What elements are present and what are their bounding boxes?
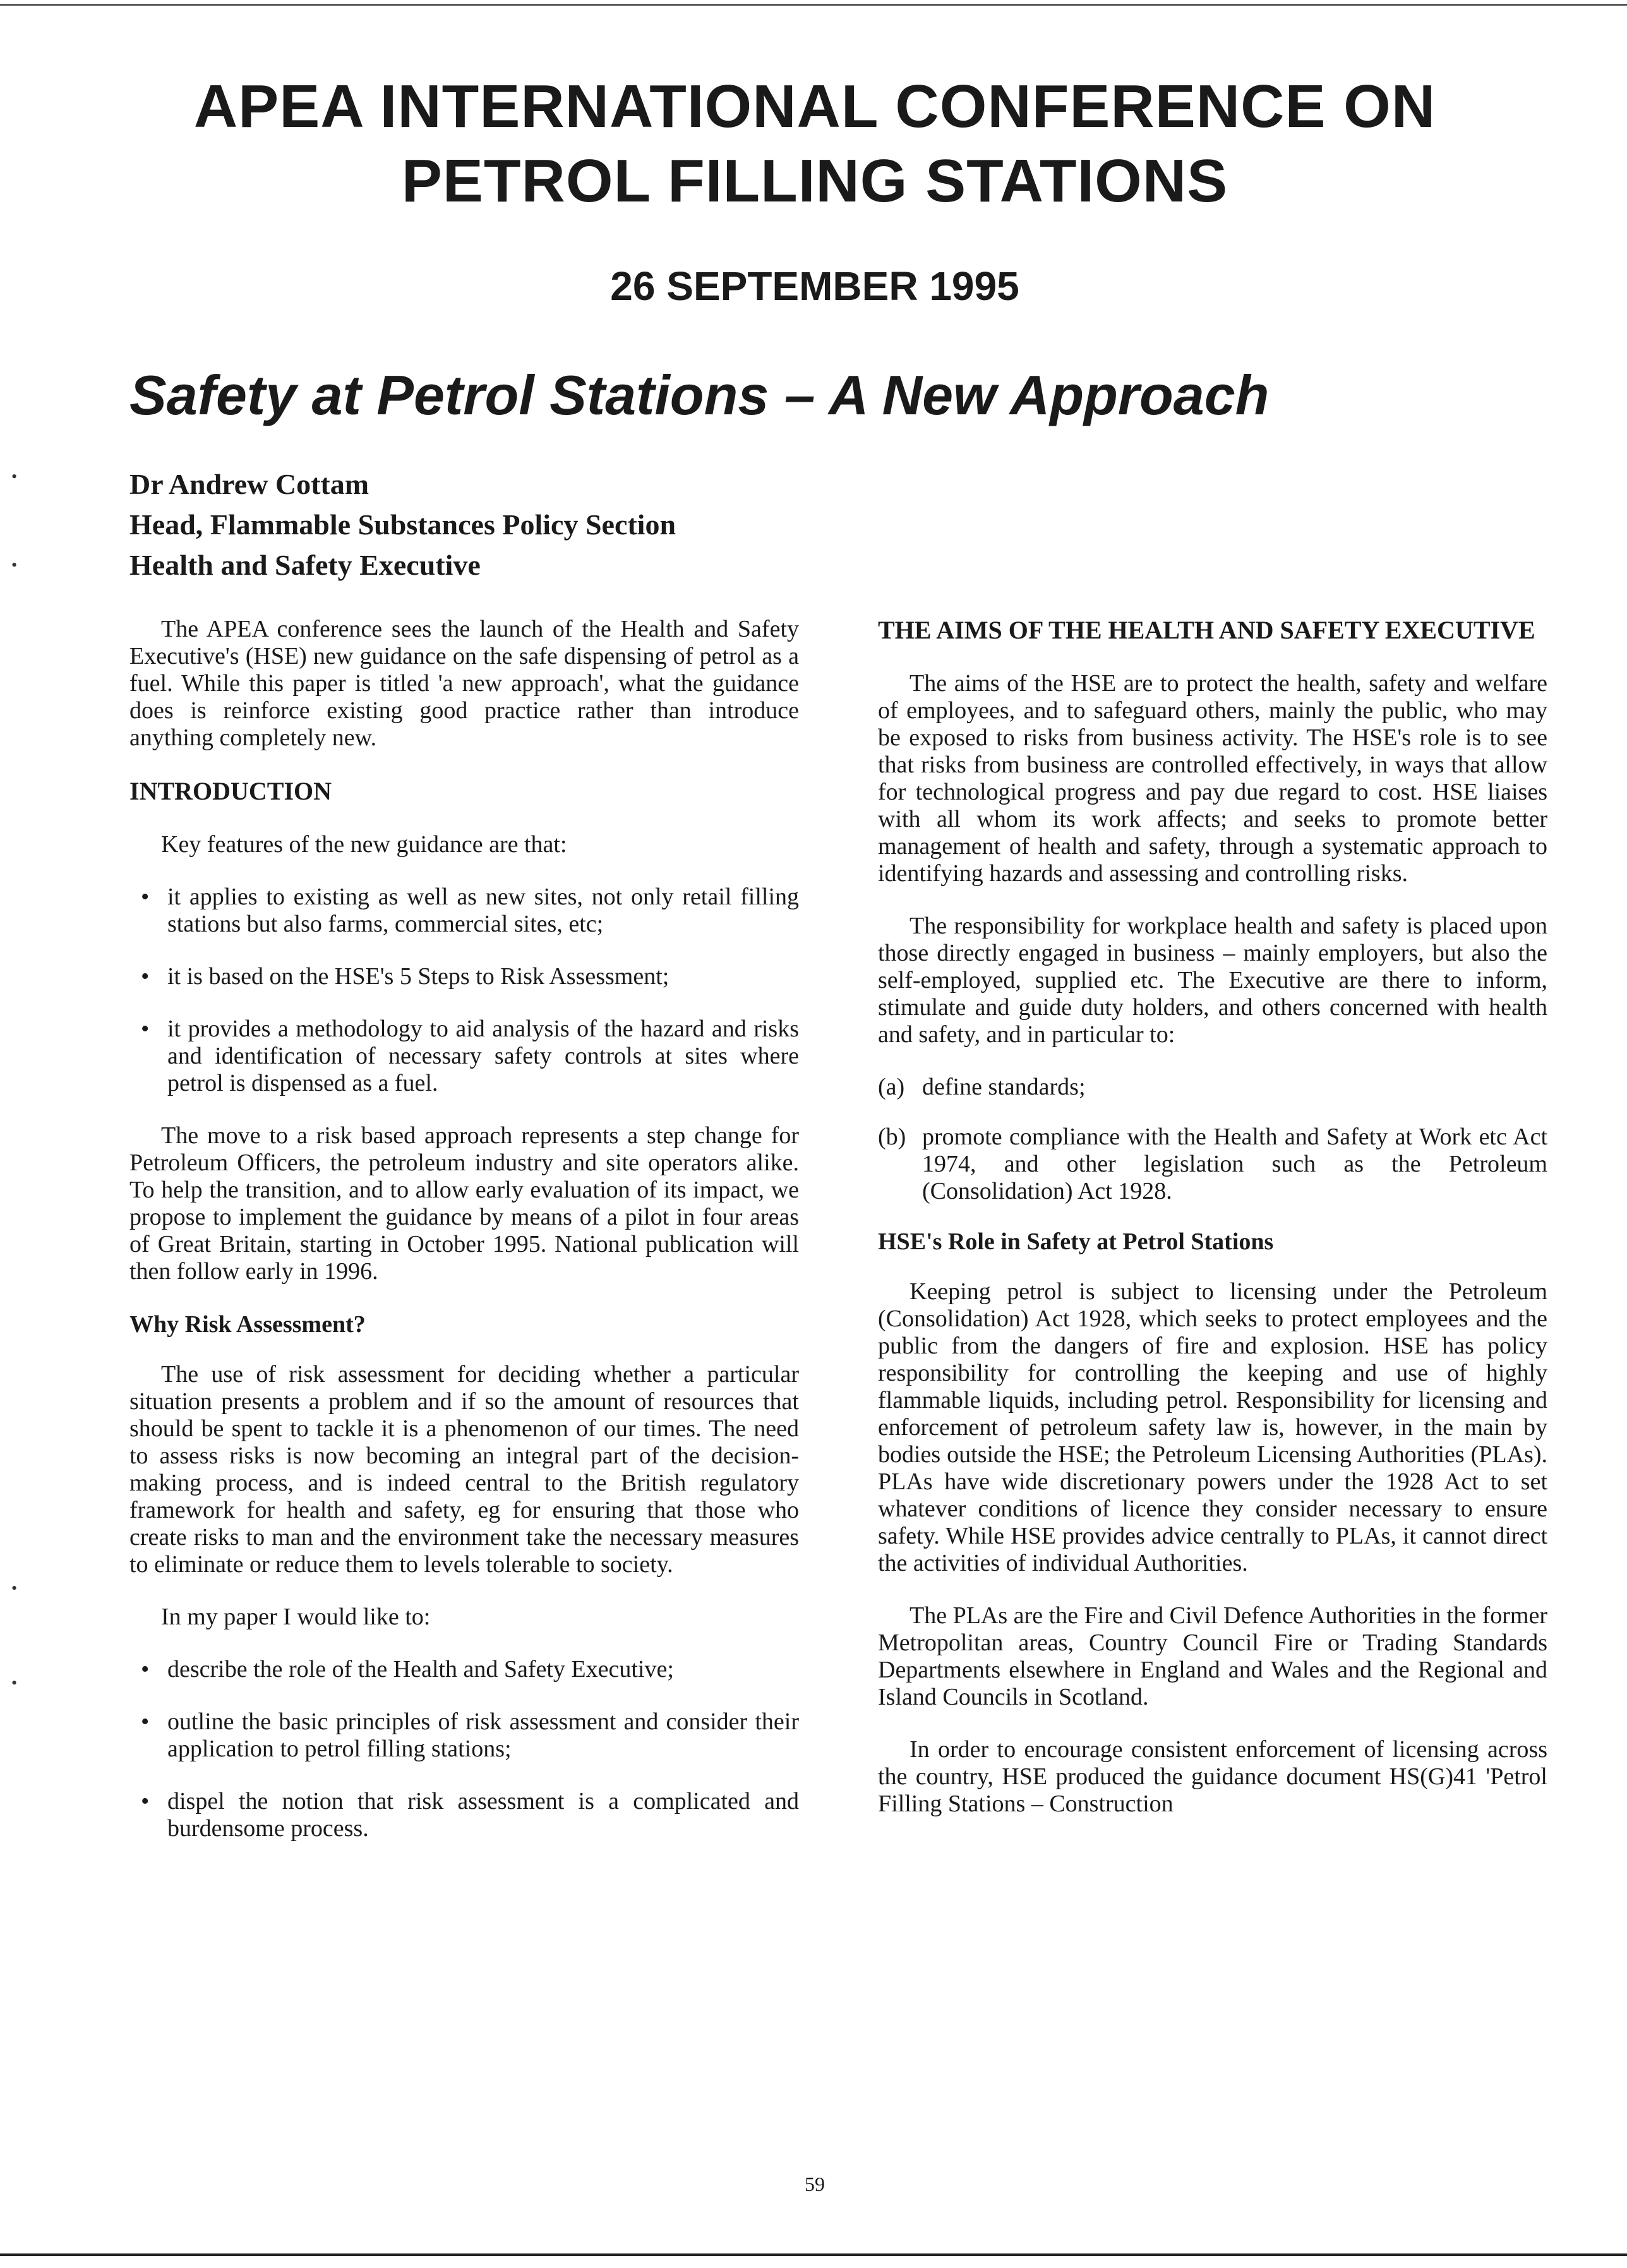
list-text: define standards; — [922, 1074, 1086, 1100]
conference-header — [88, 69, 1541, 309]
plas-paragraph: The PLAs are the Fire and Civil Defence Authorities in the former Metropolitan areas, Country Council Fire or Trading Standards Departments elsewhere in England and Wales and the Regional and Island Councils in Scotland. — [878, 1602, 1547, 1710]
intro-paragraph: The APEA conference sees the launch of the Health and Safety Executive's (HSE) new guidance on the safe dispensing of petrol as a fuel. While this paper is titled 'a new approach', what the guidance does is reinforce existing good practice rather than introduce anything completely new. — [129, 616, 799, 751]
list-item: • dispel the notion that risk assessment is a complicated and burdensome process. — [129, 1788, 799, 1842]
author-position: Head, Flammable Substances Policy Section — [129, 508, 676, 541]
margin-mark: • — [11, 467, 18, 486]
right-column — [878, 616, 1547, 1843]
list-item — [878, 1074, 1547, 1101]
top-rule — [0, 4, 1627, 6]
author-organisation: Health and Safety Executive — [129, 549, 481, 581]
aims-paragraph: The aims of the HSE are to protect the health, safety and welfare of employees, and to safeguard others, mainly the public, who may be exposed to risks from business activity. The HSE's role is to see that risks from business are controlled effectively, in ways that allow for technological progress and pay due regard to cost. HSE liaises with all whom its work affects; and seeks to promote better management of health and safety, through a systematic approach to identifying hazards and assessing and controlling risks. — [878, 670, 1547, 887]
key-features-list — [129, 884, 799, 1097]
conference-title-line1: APEA INTERNATIONAL CONFERENCE ON — [193, 73, 1436, 140]
page-number: 59 — [805, 2173, 825, 2195]
list-item: • it is based on the HSE's 5 Steps to Risk Assessment; — [129, 963, 799, 990]
role-paragraph: Keeping petrol is subject to licensing under the Petroleum (Consolidation) Act 1928, which seeks to protect employees and the public from the dangers of fire and explosion. HSE has policy responsibility for controlling the keeping and use of highly flammable liquids, including petrol. Responsibility for licensing and enforcement of petroleum safety law is, however, in the main by bodies outside the HSE; the Petroleum Licensing Authorities (PLAs). PLAs have wide discretionary powers under the 1928 Act to set whatever conditions of licence they consider necessary to ensure safety. While HSE provides advice centrally to PLAs, it cannot direct the activities of individual Authorities. — [878, 1278, 1547, 1576]
list-item: • it provides a methodology to aid analysis of the hazard and risks and identification of necessary safety controls at sites where petrol is dispensed as a fuel. — [129, 1016, 799, 1097]
paper-title: Safety at Petrol Stations – A New Approach — [129, 364, 1270, 426]
margin-mark: • — [11, 1674, 18, 1692]
list-item: • it applies to existing as well as new sites, not only retail filling stations but also farms, commercial sites, etc; — [129, 884, 799, 938]
paper-aims-list — [129, 1656, 799, 1842]
author-block — [129, 464, 676, 585]
conference-title-line2: PETROL FILLING STATIONS — [401, 147, 1228, 215]
margin-mark: • — [11, 556, 18, 574]
responsibility-paragraph: The responsibility for workplace health and safety is placed upon those directly engaged in business – mainly employers, but also the self-employed, supplied etc. The Executive are there to inform, stimulate and guide duty holders, and others concerned with health and safety, and in particular to: — [878, 913, 1547, 1048]
author-name: Dr Andrew Cottam — [129, 468, 369, 500]
list-item: • describe the role of the Health and Safety Executive; — [129, 1656, 799, 1683]
key-features-lead: Key features of the new guidance are that: — [161, 831, 567, 858]
introduction-heading: INTRODUCTION — [129, 777, 332, 805]
hse-role-heading: HSE's Role in Safety at Petrol Stations — [878, 1228, 1274, 1255]
bottom-rule — [0, 2253, 1627, 2256]
paper-aims-lead: In my paper I would like to: — [161, 1604, 431, 1630]
list-item: • outline the basic principles of risk assessment and consider their application to petrol filling stations; — [129, 1708, 799, 1763]
conference-date: 26 SEPTEMBER 1995 — [610, 263, 1019, 309]
order-paragraph: In order to encourage consistent enforcement of licensing across the country, HSE produced the guidance document HS(G)41 'Petrol Filling Stations – Construction — [878, 1736, 1547, 1817]
move-paragraph: The move to a risk based approach represents a step change for Petroleum Officers, the petroleum industry and site operators alike. To help the transition, and to allow early evaluation of its impact, we propose to implement the guidance by means of a pilot in four areas of Great Britain, starting in October 1995. National publication will then follow early in 1996. — [129, 1122, 799, 1285]
why-paragraph: The use of risk assessment for deciding whether a particular situation presents a problem and if so the amount of resources that should be spent to tackle it is a phenomenon of our times. The need to assess risks is now becoming an integral part of the decision-making process, and is indeed central to the British regulatory framework for health and safety, eg for ensuring that those who create risks to man and the environment take the necessary measures to eliminate or reduce them to levels tolerable to society. — [129, 1361, 799, 1578]
list-text: promote compliance with the Health and Safety at Work etc Act 1974, and other legislation such as the Petroleum (Consolidation) Act 1928. — [922, 1124, 1547, 1204]
list-marker: (b) — [878, 1124, 906, 1150]
list-item — [878, 1124, 1547, 1205]
margin-mark: • — [11, 1579, 18, 1597]
hse-aims-heading: THE AIMS OF THE HEALTH AND SAFETY EXECUTIVE — [878, 616, 1535, 644]
left-column — [129, 616, 799, 1868]
why-risk-assessment-heading: Why Risk Assessment? — [129, 1311, 366, 1338]
list-marker: (a) — [878, 1074, 905, 1100]
duties-list — [878, 1074, 1547, 1205]
